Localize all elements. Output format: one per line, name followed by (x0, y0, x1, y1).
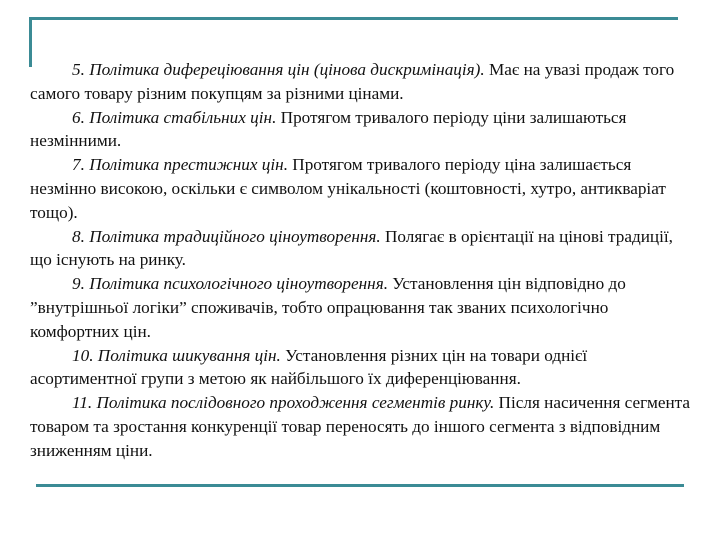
policy-description: Протягом тривалого періоду ціни залишаються незмінними. (30, 107, 627, 151)
slide-body (30, 58, 690, 463)
policy-description: Полягає в орієнтації на цінові традиції, що існують на ринку. (30, 226, 673, 270)
policy-description: Установлення різних цін на товари однієї асортиментної групи з метою як найбільшого їх диференціювання. (30, 345, 588, 389)
frame-bottom-line (36, 484, 684, 487)
policy-description: Установлення цін відповідно до ”внутрішньої логіки” споживачів, тобто опрацювання так званих психологічно комфортних цін. (30, 274, 626, 341)
policy-title: 8. Політика традиційного ціноутворення. (72, 226, 381, 246)
policy-title: 6. Політика стабільних цін. (72, 107, 277, 127)
policy-title: 9. Політика психологічного ціноутворення. (72, 274, 388, 294)
frame-top-line (29, 17, 678, 20)
policy-title: 11. Політика послідовного проходження сегментів ринку. (72, 393, 495, 413)
policy-description: Має на увазі продаж того самого товару різним покупцям за різними цінами. (30, 60, 675, 103)
pricing-policy-item-10 (30, 344, 690, 392)
pricing-policy-item-11 (30, 391, 690, 462)
pricing-policy-item-9 (30, 272, 690, 343)
pricing-policy-item-5 (30, 58, 690, 106)
policy-title: 7. Політика престижних цін. (72, 155, 288, 175)
policy-description: Після насичення сегмента товаром та зростання конкуренції товар переносять до іншого сегмента з відповідним зниженням ціни. (30, 393, 691, 460)
pricing-policy-item-7 (30, 153, 690, 224)
policy-title: 5. Політика дифереціювання цін (цінова дискримінація). (72, 60, 485, 79)
policy-title: 10. Політика шикування цін. (72, 345, 281, 365)
pricing-policy-item-6 (30, 106, 690, 154)
pricing-policy-item-8 (30, 225, 690, 273)
policy-description: Протягом тривалого періоду ціна залишається незмінно високою, оскільки є символом унікальності (коштовності, хутро, антикваріат тощо). (30, 155, 666, 222)
